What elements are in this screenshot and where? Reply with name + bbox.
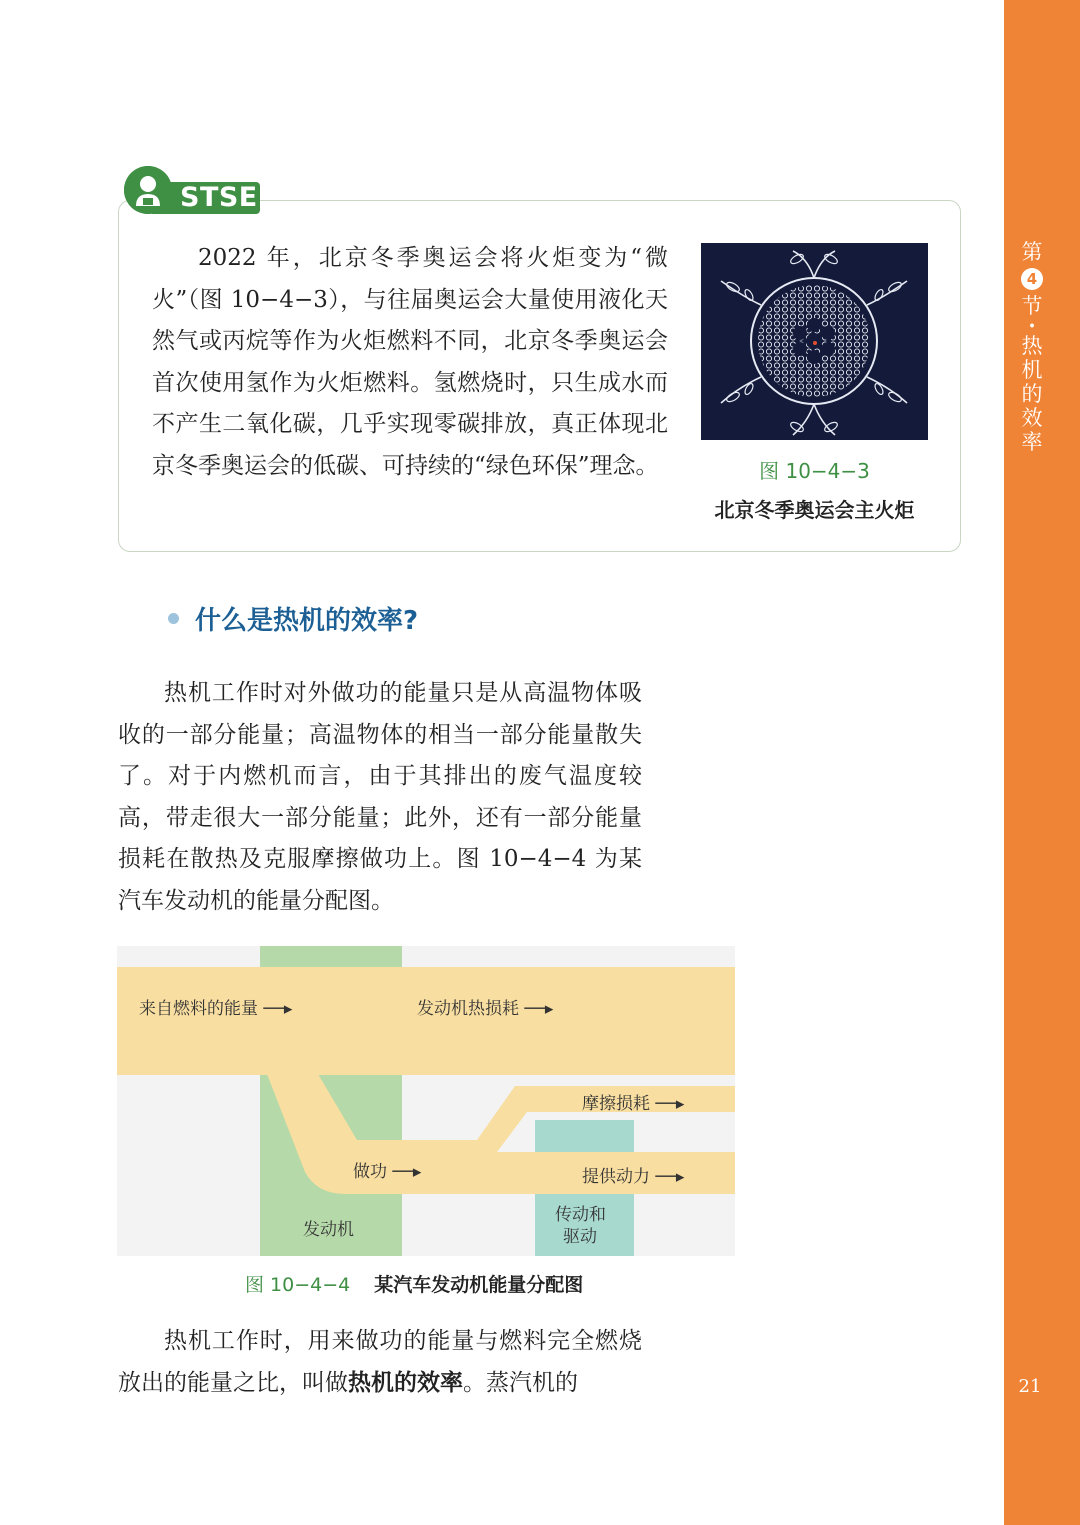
label-heat-loss: 发动机热损耗 ──▸: [417, 999, 554, 1019]
figure-3-number: 图 10−4−3: [759, 459, 870, 483]
defined-term: 热机的效率: [348, 1369, 463, 1396]
chapter-dot: ·: [1028, 313, 1036, 338]
section-heading: [168, 598, 418, 638]
torch-photo: [701, 243, 928, 440]
label-transmission-1: 传动和: [555, 1205, 606, 1225]
label-engine: 发动机: [303, 1220, 354, 1240]
energy-flow-diagram: [117, 946, 735, 1256]
figure-4-caption: [245, 1270, 583, 1297]
paragraph-text: [118, 1321, 642, 1404]
label-friction-loss: 摩擦损耗 ──▸: [582, 1094, 685, 1114]
label-provide-power: 提供动力 ──▸: [582, 1167, 685, 1187]
paragraph-text: 热机工作时对外做功的能量只是从高温物体吸收的一部分能量；高温物体的相当一部分能量散失了。对于内燃机而言，由于其排出的废气温度较高，带走很大一部分能量；此外，还有一部分能量损耗在散热及克服摩擦做功上。图 10−4−4 为某汽车发动机的能量分配图。: [118, 680, 642, 914]
chapter-title-char: 率: [1021, 430, 1043, 454]
chapter-suffix: 节: [1021, 294, 1043, 318]
chapter-title-char: 效: [1021, 406, 1043, 430]
body-paragraph-2: [118, 1321, 642, 1404]
label-transmission-2: 驱动: [563, 1227, 597, 1247]
figure-3-title: 北京冬季奥运会主火炬: [714, 498, 915, 522]
figure-4-number: 图 10−4−4: [245, 1274, 351, 1296]
chapter-title-char: 热: [1021, 334, 1043, 358]
chapter-prefix: 第: [1021, 240, 1043, 264]
heading-bullet-icon: [168, 613, 179, 624]
stse-label: STSE: [180, 182, 258, 213]
paragraph-text-part: 。蒸汽机的: [463, 1369, 578, 1396]
stse-paragraph: [152, 238, 668, 487]
stse-text: 2022 年，北京冬季奥运会将火炬变为“微火”（图 10−4−3），与往届奥运会大量使用液化天然气或丙烷等作为火炬燃料不同，北京冬季奥运会首次使用氢作为火炬燃料。氢燃烧时，只生成水而不产生二氧化碳，几乎实现零碳排放，真正体现北京冬季奥运会的低碳、可持续的“绿色环保”理念。: [152, 245, 668, 479]
chapter-title-char: 机: [1021, 358, 1043, 382]
chapter-label: [1004, 240, 1060, 454]
stse-badge: [124, 166, 260, 214]
paragraph-text-part: 热机工作时，用来做功的能量与燃料完全燃烧放出的能量之比，叫做: [118, 1328, 642, 1396]
body-paragraph-1: [118, 673, 642, 922]
chapter-side-tab: [1004, 0, 1080, 1525]
section-heading-text: 什么是热机的效率?: [195, 605, 419, 636]
person-icon: [124, 166, 172, 214]
page-number: 21: [1018, 1376, 1042, 1397]
figure-4-title: 某汽车发动机能量分配图: [374, 1274, 584, 1296]
chapter-number: 4: [1021, 268, 1043, 290]
label-work: 做功 ──▸: [353, 1162, 422, 1182]
label-fuel-energy: 来自燃料的能量 ──▸: [139, 999, 293, 1019]
chapter-title-char: 的: [1021, 382, 1043, 406]
